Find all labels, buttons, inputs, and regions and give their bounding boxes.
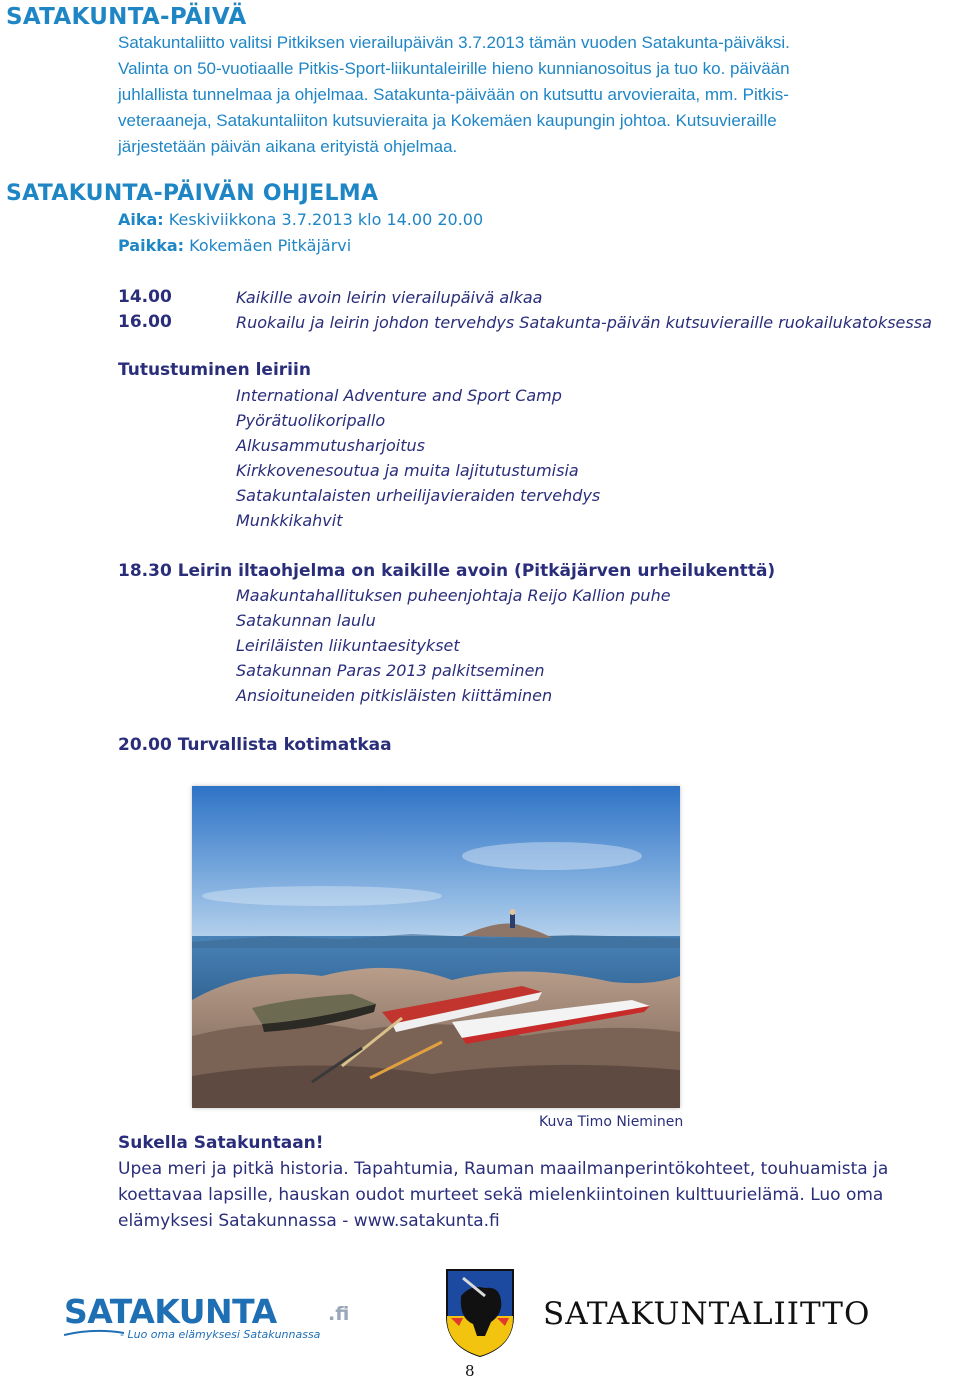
photo-caption: Kuva Timo Nieminen <box>539 1114 684 1130</box>
list-item: International Adventure and Sport Camp <box>236 386 562 405</box>
program-title: SATAKUNTA-PÄIVÄN OHJELMA <box>6 181 379 206</box>
time-value: Keskiviikkona 3.7.2013 klo 14.00 20.00 <box>163 210 484 229</box>
intro-line-4: veteraaneja, Satakuntaliiton kutsuvieraita ja Kokemäen kaupungin johtoa. Kutsuvieraille <box>118 111 777 130</box>
list-item: Satakuntalaisten urheilijavieraiden tervehdys <box>236 486 601 505</box>
logo-slogan: - Luo oma elämyksesi Satakunnassa <box>120 1328 321 1341</box>
intro-line-2: Valinta on 50-vuotiaalle Pitkis-Sport-liikuntaleirille hieno kunnianosoitus ja tuo ko. päivään <box>118 59 790 78</box>
promo-line-2: koettavaa lapsille, hauskan oudot murteet sekä mielenkiintoinen kulttuurielämä. Luo oma <box>118 1185 884 1205</box>
promo-line-1: Upea meri ja pitkä historia. Tapahtumia, Rauman maailmanperintökohteet, touhuamista ja <box>118 1159 889 1179</box>
time-label: Aika: <box>118 210 164 229</box>
list-item: Pyörätuolikoripallo <box>236 411 386 430</box>
intro-line-1: Satakuntaliitto valitsi Pitkiksen vierailupäivän 3.7.2013 tämän vuoden Satakunta-päiväksi. <box>118 33 790 52</box>
list-item: Maakuntahallituksen puheenjohtaja Reijo Kallion puhe <box>236 586 671 605</box>
closing-line: 20.00 Turvallista kotimatkaa <box>118 735 392 755</box>
satakunta-fi-logo <box>64 1292 364 1352</box>
logo-wordmark: SATAKUNTA <box>64 1292 277 1331</box>
page-title: SATAKUNTA-PÄIVÄ <box>6 4 247 30</box>
place-line <box>118 236 351 255</box>
tour-title: Tutustuminen leiriin <box>118 360 311 380</box>
coat-of-arms-icon <box>441 1266 519 1358</box>
intro-line-3: juhlallista tunnelmaa ja ohjelmaa. Satakunta-päivään on kutsuttu arvovieraita, mm. Pitkis- <box>118 85 789 104</box>
page-number: 8 <box>465 1362 475 1380</box>
list-item: Kirkkovenesoutua ja muita lajitutustumisia <box>236 461 579 480</box>
promo-title: Sukella Satakuntaan! <box>118 1133 324 1153</box>
list-item: Satakunnan laulu <box>236 611 376 630</box>
intro-line-5: järjestetään päivän aikana erityistä ohjelmaa. <box>118 137 458 156</box>
list-item: Munkkikahvit <box>236 511 343 530</box>
list-item: Leiriläisten liikuntaesitykset <box>236 636 460 655</box>
list-item: Alkusammutusharjoitus <box>236 436 425 455</box>
list-item: Satakunnan Paras 2013 palkitseminen <box>236 661 545 680</box>
org-name: SATAKUNTALIITTO <box>543 1296 871 1332</box>
kayak-photo <box>192 786 680 1108</box>
schedule-time: 14.00 <box>118 287 172 307</box>
evening-title: 18.30 Leirin iltaohjelma on kaikille avoin (Pitkäjärven urheilukenttä) <box>118 561 776 581</box>
schedule-text: Kaikille avoin leirin vierailupäivä alkaa <box>236 288 543 307</box>
schedule-text: Ruokailu ja leirin johdon tervehdys Satakunta-päivän kutsuvieraille ruokailukatoksessa <box>236 313 932 332</box>
schedule-time: 16.00 <box>118 312 172 332</box>
swoosh-icon <box>64 1328 124 1342</box>
logo-tld: .fi <box>328 1303 350 1325</box>
promo-line-3: elämyksesi Satakunnassa - www.satakunta.fi <box>118 1211 500 1231</box>
place-label: Paikka: <box>118 236 185 255</box>
time-line <box>118 210 483 229</box>
place-value: Kokemäen Pitkäjärvi <box>184 236 352 255</box>
list-item: Ansioituneiden pitkisläisten kiittäminen <box>236 686 553 705</box>
